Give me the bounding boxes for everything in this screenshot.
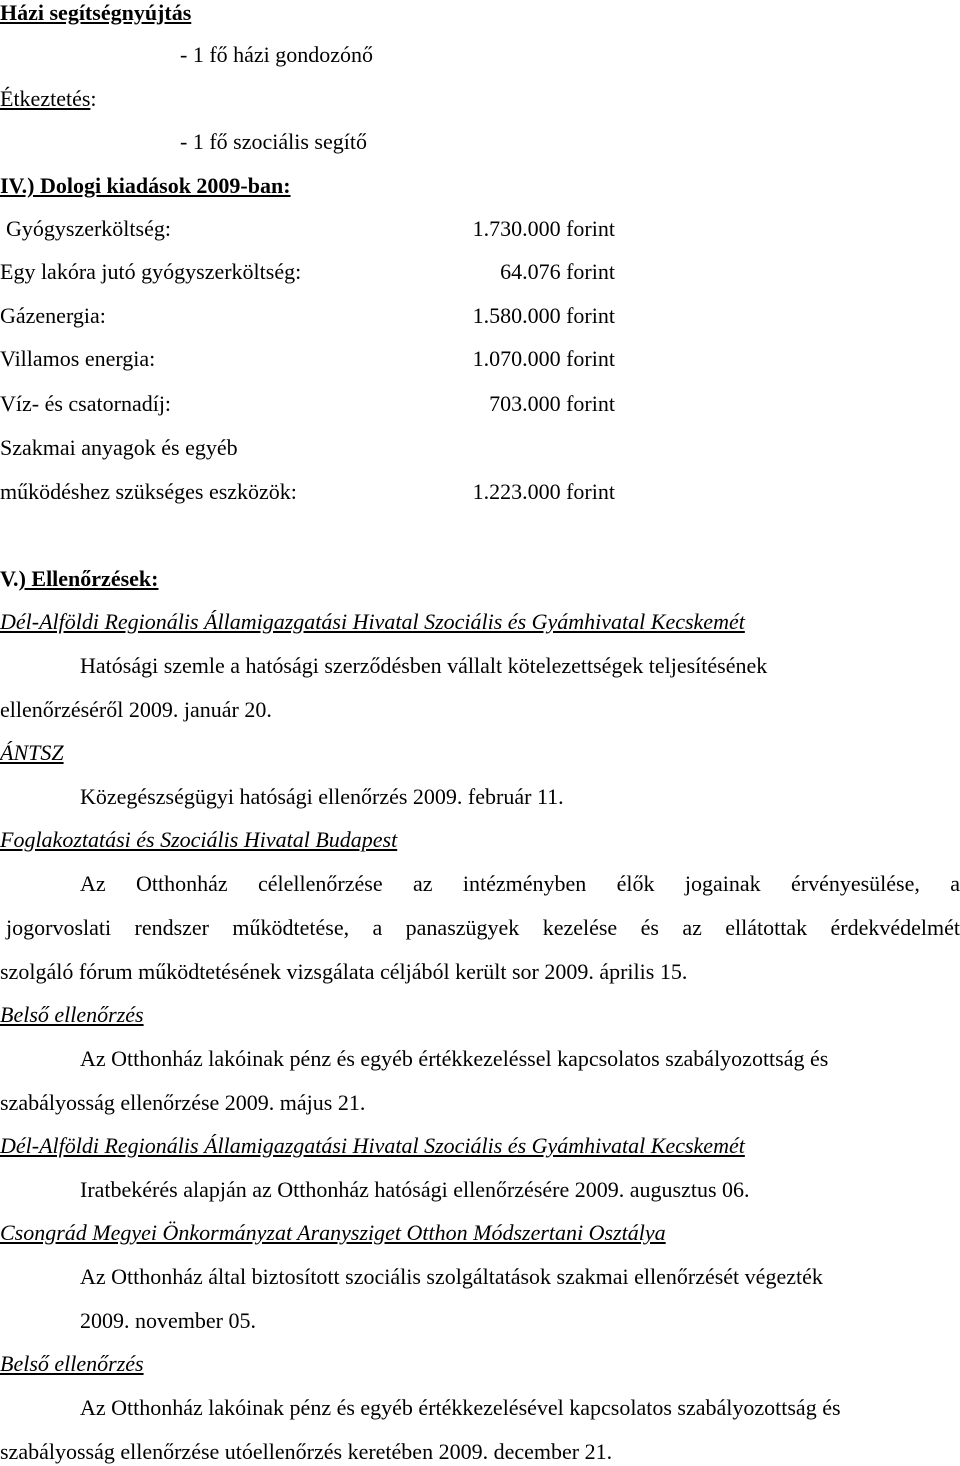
expense-label: Egy lakóra jutó gyógyszerköltség: xyxy=(0,259,302,284)
expense-value: 64.076 forint xyxy=(500,259,615,284)
inspection-text: 2009. november 05. xyxy=(80,1308,256,1333)
expense-label: Villamos energia: xyxy=(0,346,156,371)
expense-label: működéshez szükséges eszközök: xyxy=(0,479,297,504)
expense-label: Gázenergia: xyxy=(0,303,106,328)
expense-label: Víz- és csatornadíj: xyxy=(0,391,172,416)
expense-value: 1.070.000 forint xyxy=(472,346,615,371)
inspection-text: Hatósági szemle a hatósági szerződésben vállalt kötelezettségek teljesítésének xyxy=(80,653,768,678)
heading-etkeztetes: Étkeztetés xyxy=(0,86,91,111)
inspection-text: szolgáló fórum működtetésének vizsgálata céljából került sor 2009. április 15. xyxy=(0,959,688,984)
expense-value: 703.000 forint xyxy=(489,391,615,416)
heading-hazi: Házi segítségnyújtás xyxy=(0,0,192,25)
inspector-org: Dél-Alföldi Regionális Államigazgatási Hivatal Szociális és Gyámhivatal Kecskemét xyxy=(0,609,745,634)
inspector-org: Belső ellenőrzés xyxy=(0,1351,144,1376)
inspection-text: Az Otthonház lakóinak pénz és egyéb értékkezelésével kapcsolatos szabályozottság és xyxy=(80,1395,841,1420)
inspector-org: Foglakoztatási és Szociális Hivatal Budapest xyxy=(0,827,398,852)
list-item-hazi: - 1 fő házi gondozónő xyxy=(180,42,374,67)
inspection-text: ellenőrzéséről 2009. január 20. xyxy=(0,697,272,722)
expense-label: Gyógyszerköltség: xyxy=(6,216,171,241)
heading-etkeztetes-wrap xyxy=(0,86,97,112)
expense-value: 1.223.000 forint xyxy=(472,479,615,504)
inspector-org: Belső ellenőrzés xyxy=(0,1002,144,1027)
inspection-text: Az Otthonház célellenőrzése az intézményben élők jogainak érvényesülése, a xyxy=(80,871,960,896)
inspection-text: Az Otthonház által biztosított szociális szolgáltatások szakmai ellenőrzését végezték xyxy=(80,1264,823,1289)
expense-label: Szakmai anyagok és egyéb xyxy=(0,435,238,460)
list-item-etkeztetes: - 1 fő szociális segítő xyxy=(180,129,367,154)
heading-ellenorzesek-text: ) Ellenőrzések: xyxy=(18,566,159,591)
expense-value: 1.730.000 forint xyxy=(472,216,615,241)
heading-dologi: IV.) Dologi kiadások 2009-ban: xyxy=(0,173,291,198)
inspection-text: Közegészségügyi hatósági ellenőrzés 2009. február 11. xyxy=(80,784,564,809)
inspection-text: Iratbekérés alapján az Otthonház hatósági ellenőrzésére 2009. augusztus 06. xyxy=(80,1177,750,1202)
inspector-org: Dél-Alföldi Regionális Államigazgatási Hivatal Szociális és Gyámhivatal Kecskemét xyxy=(0,1133,745,1158)
heading-ellenorzesek xyxy=(0,566,158,592)
inspection-text: szabályosság ellenőrzése 2009. május 21. xyxy=(0,1090,366,1115)
inspection-text: Az Otthonház lakóinak pénz és egyéb értékkezeléssel kapcsolatos szabályozottság és xyxy=(80,1046,829,1071)
heading-ellenorzesek-prefix: V. xyxy=(0,566,19,591)
inspector-org: Csongrád Megyei Önkormányzat Aranysziget Otthon Módszertani Osztálya xyxy=(0,1220,666,1245)
expense-value: 1.580.000 forint xyxy=(472,303,615,328)
heading-etkeztetes-colon: : xyxy=(90,86,97,111)
inspection-text: szabályosság ellenőrzése utóellenőrzés keretében 2009. december 21. xyxy=(0,1439,613,1464)
inspection-text: jogorvoslati rendszer működtetése, a panaszügyek kezelése és az ellátottak érdekvédelmét xyxy=(6,915,960,940)
inspector-org: ÁNTSZ xyxy=(0,740,64,765)
